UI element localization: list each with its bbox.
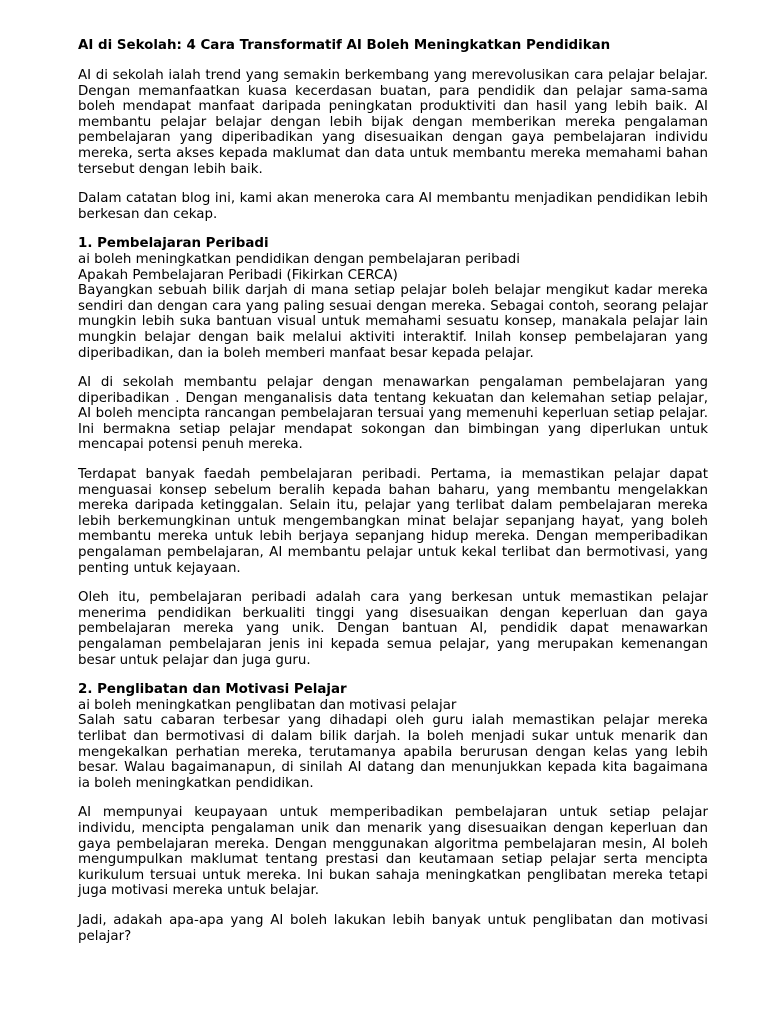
- section-1-paragraph-3: Terdapat banyak faedah pembelajaran peribadi. Pertama, ia memastikan pelajar dapat menguasai konsep sebelum beralih kepada bahan baharu, yang membantu mengelakkan mereka daripada ketinggalan. Selain itu, pelajar yang terlibat dalam pembelajaran mereka lebih berkemungkinan untuk mengembangkan minat belajar sepanjang hayat, yang boleh membantu mereka untuk lebih berjaya sepanjang hidup mereka. Dengan memperibadikan pengalaman pembelajaran, AI membantu pelajar untuk kekal terlibat dan bermotivasi, yang penting untuk kejayaan.: [78, 467, 708, 576]
- section-1-question: Apakah Pembelajaran Peribadi (Fikirkan CERCA): [78, 267, 398, 283]
- section-2-heading: 2. Penglibatan dan Motivasi Pelajar: [78, 682, 347, 698]
- section-1-heading: 1. Pembelajaran Peribadi: [78, 236, 269, 252]
- section-2-paragraph-2: AI mempunyai keupayaan untuk memperibadikan pembelajaran untuk setiap pelajar individu, mencipta pengalaman unik dan menarik yang disesuaikan dengan keperluan dan gaya pembelajaran mereka. Dengan menggunakan algoritma pembelajaran mesin, AI boleh mengumpulkan maklumat tentang prestasi dan keutamaan setiap pelajar serta mencipta kurikulum tersuai untuk mereka. Ini bukan sahaja meningkatkan penglibatan mereka tetapi juga motivasi mereka untuk belajar.: [78, 805, 708, 899]
- section-1-paragraph-2: AI di sekolah membantu pelajar dengan menawarkan pengalaman pembelajaran yang diperibadikan . Dengan menganalisis data tentang kekuatan dan kelemahan setiap pelajar, AI boleh mencipta rancangan pembelajaran tersuai yang memenuhi keperluan setiap pelajar. Ini bermakna setiap pelajar mendapat sokongan dan bimbingan yang diperlukan untuk mencapai potensi penuh mereka.: [78, 375, 708, 453]
- section-1-paragraph-4: Oleh itu, pembelajaran peribadi adalah cara yang berkesan untuk memastikan pelajar menerima pendidikan berkualiti tinggi yang disesuaikan dengan keperluan dan gaya pembelajaran mereka yang unik. Dengan bantuan AI, pendidik dapat menawarkan pengalaman pembelajaran jenis ini kepada semua pelajar, yang merupakan kemenangan besar untuk pelajar dan juga guru.: [78, 590, 708, 668]
- section-1-paragraph-1: Bayangkan sebuah bilik darjah di mana setiap pelajar boleh belajar mengikut kadar mereka sendiri dan dengan cara yang paling sesuai dengan mereka. Sebagai contoh, seorang pelajar mungkin lebih suka bantuan visual untuk memahami sesuatu konsep, manakala pelajar lain mungkin belajar dengan baik melalui aktiviti interaktif. Inilah konsep pembelajaran yang diperibadikan, dan ia boleh memberi manfaat besar kepada pelajar.: [78, 283, 708, 361]
- document-title: AI di Sekolah: 4 Cara Transformatif AI Boleh Meningkatkan Pendidikan: [78, 38, 611, 53]
- section-2-paragraph-3: Jadi, adakah apa-apa yang AI boleh lakukan lebih banyak untuk penglibatan dan motivasi pelajar?: [78, 912, 708, 944]
- intro-paragraph-1: AI di sekolah ialah trend yang semakin berkembang yang merevolusikan cara pelajar belajar. Dengan memanfaatkan kuasa kecerdasan buatan, para pendidik dan pelajar sama-sama boleh mendapat manfaat daripada peningkatan produktiviti dan hasil yang lebih baik. AI membantu pelajar belajar dengan lebih bijak dengan memberikan mereka pengalaman pembelajaran yang diperibadikan yang disesuaikan dengan gaya pembelajaran individu mereka, serta akses kepada maklumat dan data untuk membantu mereka memahami bahan tersebut dengan lebih baik.: [78, 68, 708, 177]
- section-engagement-motivation: [78, 682, 708, 944]
- section-2-paragraph-1: Salah satu cabaran terbesar yang dihadapi oleh guru ialah memastikan pelajar mereka terlibat dan bermotivasi di dalam bilik darjah. Ia boleh menjadi sukar untuk menarik dan mengekalkan perhatian mereka, terutamanya apabila berurusan dengan kelas yang lebih besar. Walau bagaimanapun, di sinilah AI datang dan menunjukkan kepada kita bagaimana ia boleh meningkatkan pendidikan.: [78, 713, 708, 791]
- section-2-subheading: ai boleh meningkatkan penglibatan dan motivasi pelajar: [78, 697, 457, 713]
- section-personalized-learning: [78, 236, 708, 668]
- intro-paragraph-2: Dalam catatan blog ini, kami akan meneroka cara AI membantu menjadikan pendidikan lebih berkesan dan cekap.: [78, 191, 708, 222]
- section-1-subheading: ai boleh meningkatkan pendidikan dengan pembelajaran peribadi: [78, 251, 521, 267]
